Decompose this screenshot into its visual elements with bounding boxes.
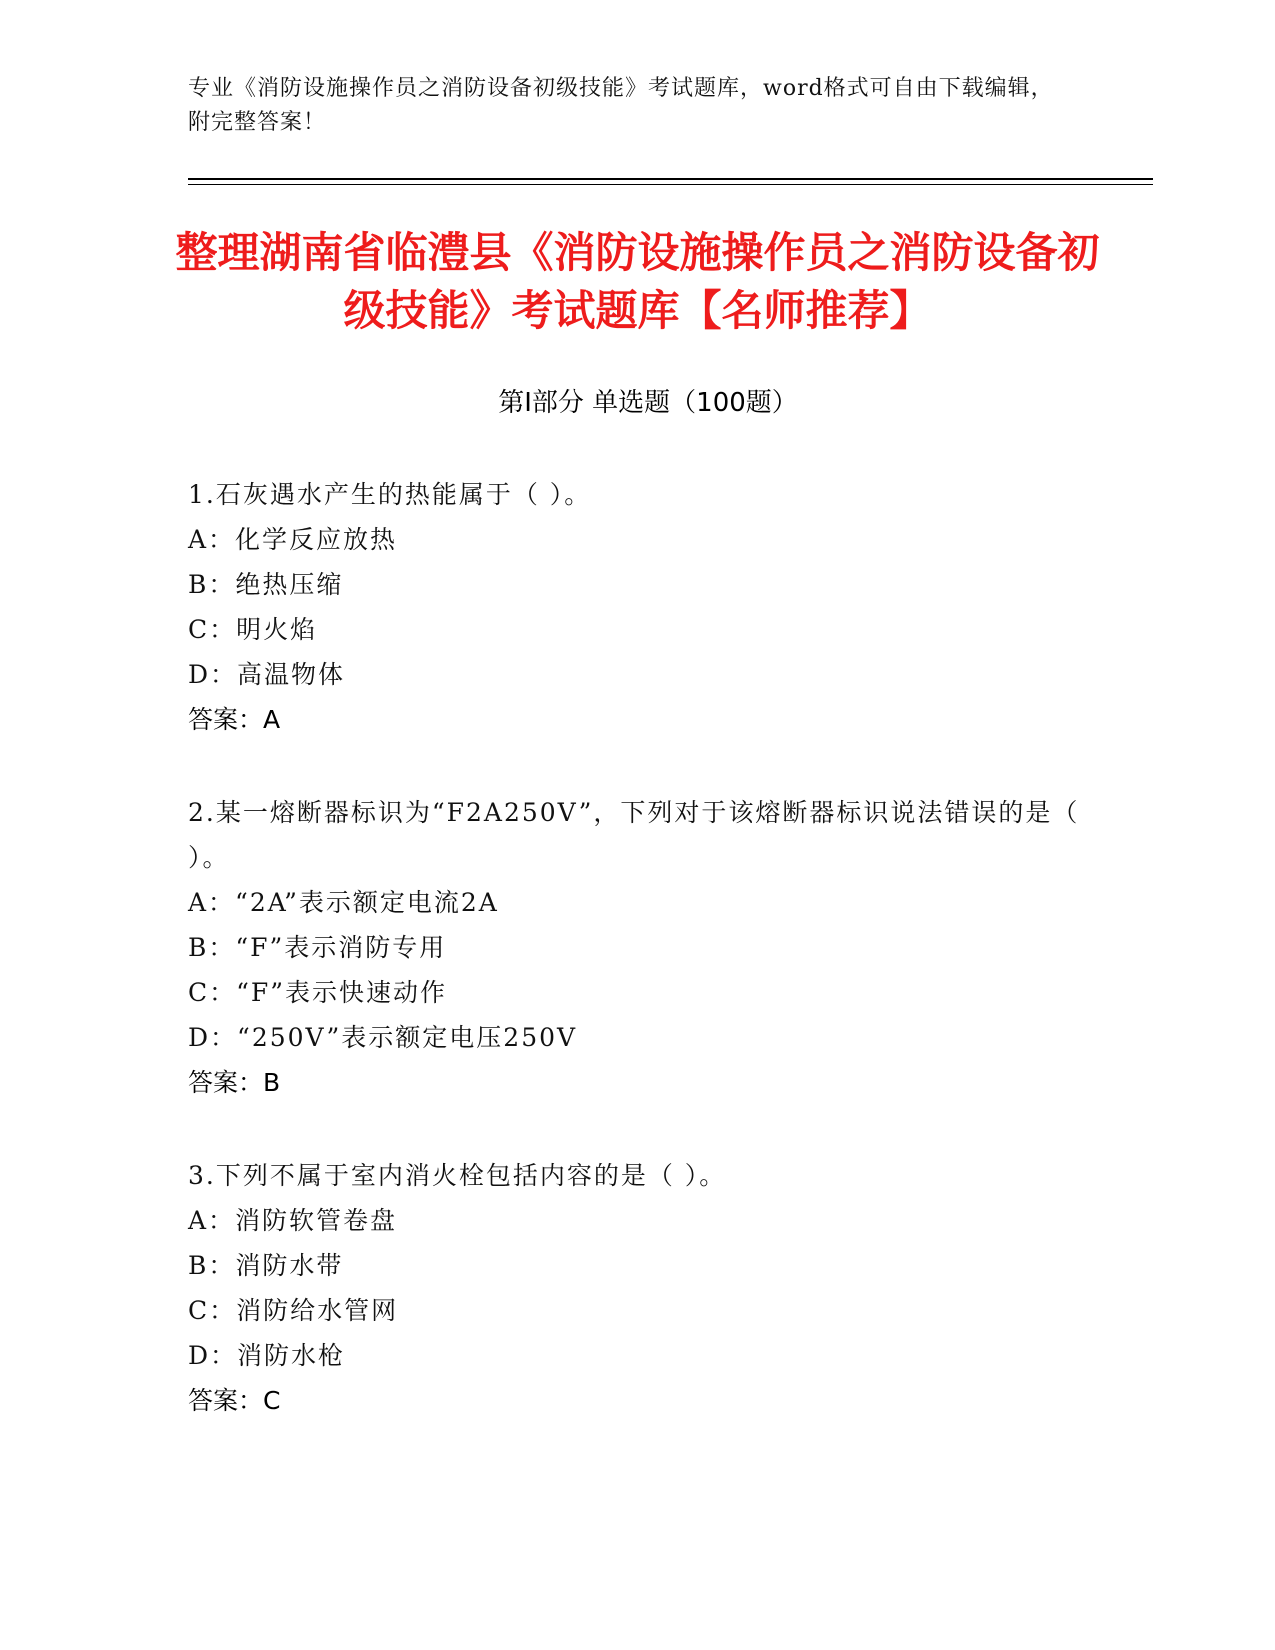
question-stem: 2.某一熔断器标识为“F2A250V”，下列对于该熔断器标识说法错误的是（ ）。 (188, 798, 1080, 872)
header-divider-thin (188, 184, 1153, 185)
option-b: B：绝热压缩 (188, 570, 344, 599)
question-3 (188, 1153, 1088, 1423)
option-a: A：“2A”表示额定电流2A (188, 888, 499, 917)
option-a: A：化学反应放热 (188, 525, 398, 554)
option-d: D：“250V”表示额定电压250V (188, 1023, 578, 1052)
option-d: D：高温物体 (188, 660, 346, 689)
question-stem: 1.石灰遇水产生的热能属于（ ）。 (188, 480, 592, 509)
section-title: 第Ⅰ部分 单选题（100题） (498, 388, 798, 418)
option-c: C：明火焰 (188, 615, 318, 644)
answer-line: 答案：C (188, 1386, 281, 1415)
option-d: D：消防水枪 (188, 1341, 346, 1370)
answer-line: 答案：A (188, 705, 281, 734)
answer-line: 答案：B (188, 1068, 281, 1097)
option-b: B：“F”表示消防专用 (188, 933, 447, 962)
question-2 (188, 790, 1088, 1105)
question-1 (188, 472, 1088, 742)
option-c: C：消防给水管网 (188, 1296, 399, 1325)
header-divider-thick (188, 178, 1153, 180)
option-b: B：消防水带 (188, 1251, 344, 1280)
document-title: 整理湖南省临澧县《消防设施操作员之消防设备初级技能》考试题库【名师推荐】 (175, 228, 1100, 335)
option-a: A：消防软管卷盘 (188, 1206, 398, 1235)
question-stem: 3.下列不属于室内消火栓包括内容的是（ ）。 (188, 1161, 727, 1190)
option-c: C：“F”表示快速动作 (188, 978, 448, 1007)
header-note: 专业《消防设施操作员之消防设备初级技能》考试题库，word格式可自由下载编辑，附完整答案！ (188, 76, 1054, 135)
